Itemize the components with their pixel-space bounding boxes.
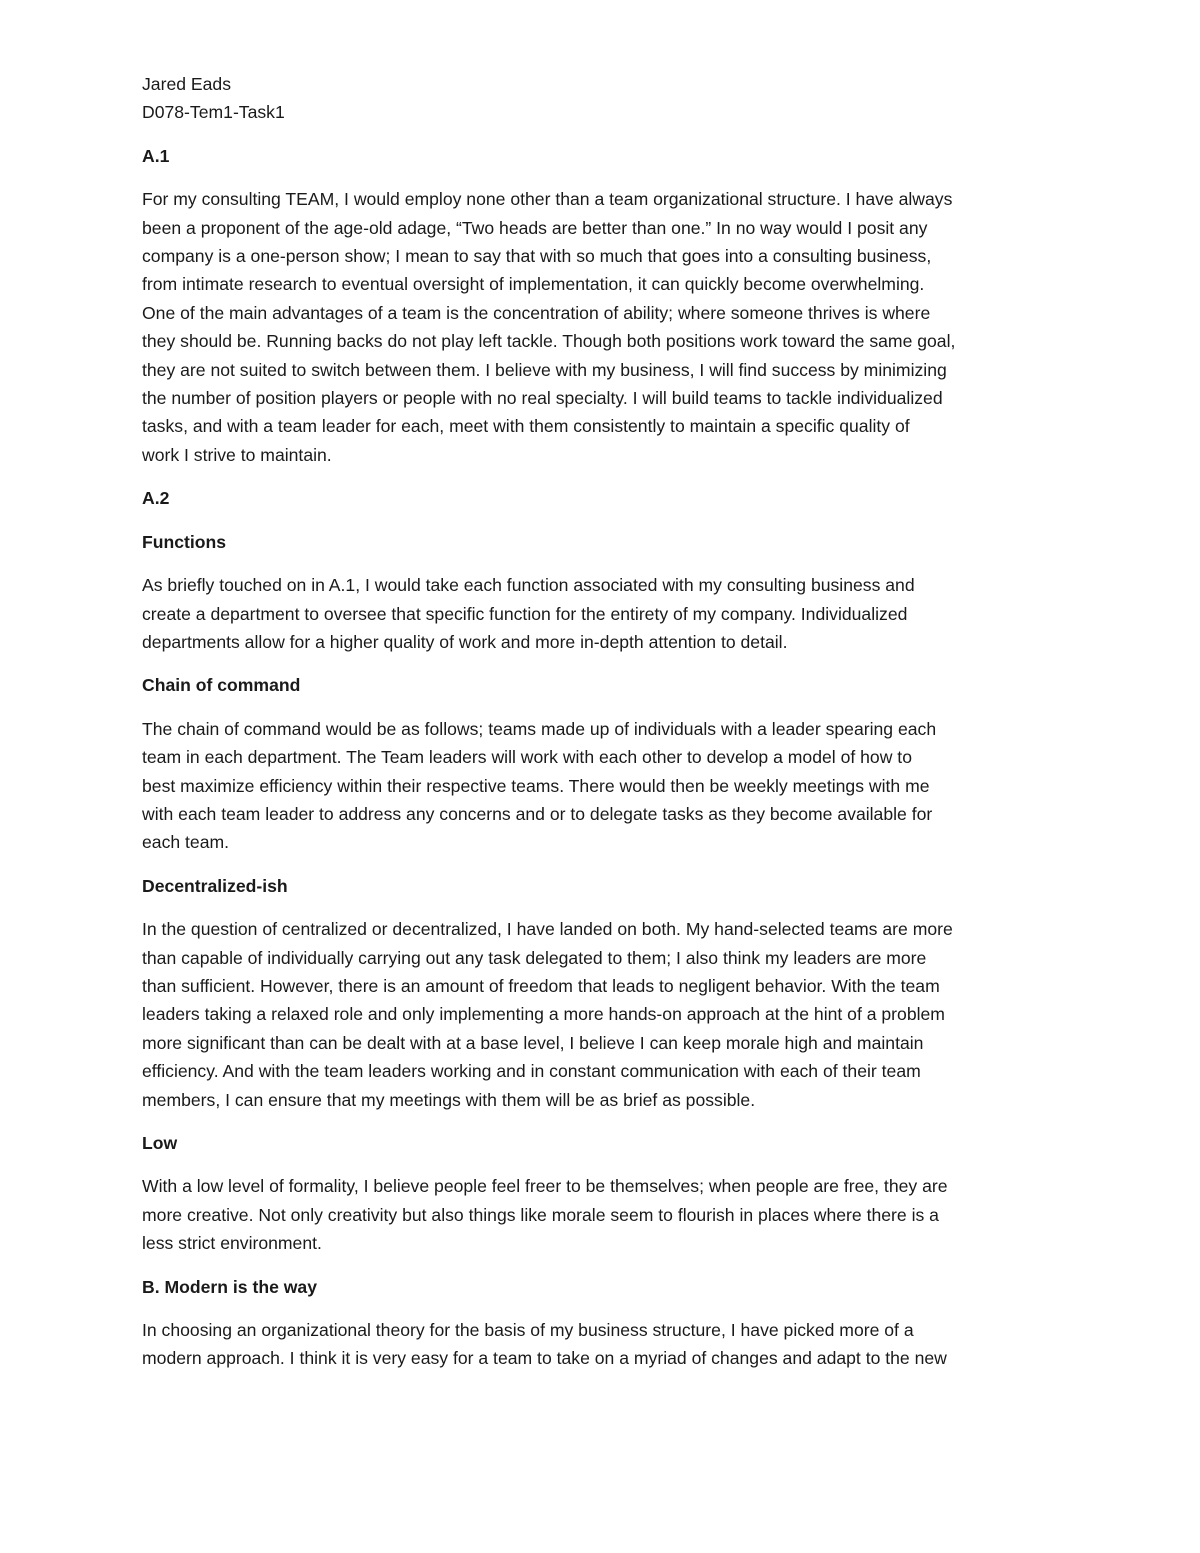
- text-line: they should be. Running backs do not play left tackle. Though both positions work toward the same goal,: [142, 331, 956, 352]
- section-heading-a2: A.2: [142, 488, 170, 509]
- paragraph-a1: [142, 185, 1067, 469]
- text-line: For my consulting TEAM, I would employ none other than a team organizational structure. I have always: [142, 189, 953, 210]
- text-line: each team.: [142, 832, 230, 853]
- text-line: leaders taking a relaxed role and only implementing a more hands-on approach at the hint of a problem: [142, 1004, 945, 1025]
- document-page: [142, 70, 1067, 1388]
- paragraph-functions: [142, 571, 1067, 656]
- text-line: efficiency. And with the team leaders working and in constant communication with each of their team: [142, 1061, 921, 1082]
- text-line: team in each department. The Team leaders will work with each other to develop a model of how to: [142, 747, 912, 768]
- section-heading-functions: Functions: [142, 531, 227, 552]
- text-line: In the question of centralized or decentralized, I have landed on both. My hand-selected teams are more: [142, 919, 953, 940]
- text-line: With a low level of formality, I believe people feel freer to be themselves; when people are free, they are: [142, 1176, 948, 1197]
- text-line: work I strive to maintain.: [142, 444, 332, 465]
- section-heading-decentralized: Decentralized-ish: [142, 875, 288, 896]
- paragraph-chain-of-command: [142, 715, 1067, 857]
- text-line: One of the main advantages of a team is the concentration of ability; where someone thrives is where: [142, 302, 931, 323]
- text-line: less strict environment.: [142, 1233, 322, 1254]
- paragraph-low: [142, 1172, 1067, 1257]
- paragraph-modern: [142, 1316, 1067, 1373]
- text-line: The chain of command would be as follows; teams made up of individuals with a leader spearing each: [142, 718, 937, 739]
- course-code: D078-Tem1-Task1: [142, 102, 285, 123]
- section-heading-modern: B. Modern is the way: [142, 1276, 317, 1297]
- section-heading-low: Low: [142, 1133, 178, 1153]
- text-line: As briefly touched on in A.1, I would take each function associated with my consulting business and: [142, 575, 915, 596]
- section-heading-a1: A.1: [142, 145, 170, 166]
- text-line: departments allow for a higher quality of work and more in-depth attention to detail.: [142, 631, 788, 652]
- text-line: members, I can ensure that my meetings with them will be as brief as possible.: [142, 1089, 756, 1110]
- text-line: more significant than can be dealt with at a base level, I believe I can keep morale high and maintain: [142, 1032, 924, 1053]
- text-line: tasks, and with a team leader for each, meet with them consistently to maintain a specific quality of: [142, 416, 910, 437]
- text-line: the number of position players or people with no real specialty. I will build teams to tackle individualized: [142, 388, 943, 409]
- text-line: In choosing an organizational theory for the basis of my business structure, I have picked more of a: [142, 1320, 914, 1341]
- text-line: more creative. Not only creativity but also things like morale seem to flourish in places where there is a: [142, 1204, 939, 1225]
- text-line: company is a one-person show; I mean to say that with so much that goes into a consulting business,: [142, 246, 932, 267]
- text-line: with each team leader to address any concerns and or to delegate tasks as they become available for: [142, 803, 933, 824]
- text-line: create a department to oversee that specific function for the entirety of my company. Individualized: [142, 603, 908, 624]
- text-line: than sufficient. However, there is an amount of freedom that leads to negligent behavior. With the team: [142, 975, 940, 996]
- text-line: best maximize efficiency within their respective teams. There would then be weekly meetings with me: [142, 775, 930, 796]
- text-line: modern approach. I think it is very easy for a team to take on a myriad of changes and adapt to the new: [142, 1348, 947, 1369]
- text-line: from intimate research to eventual oversight of implementation, it can quickly become overwhelming.: [142, 274, 925, 295]
- document-header: [142, 70, 1067, 127]
- text-line: they are not suited to switch between them. I believe with my business, I will find success by minimizing: [142, 359, 947, 380]
- text-line: been a proponent of the age-old adage, “Two heads are better than one.” In no way would I posit any: [142, 217, 928, 238]
- author-name: Jared Eads: [142, 74, 231, 94]
- text-line: than capable of individually carrying out any task delegated to them; I also think my leaders are more: [142, 947, 927, 968]
- paragraph-decentralized: [142, 915, 1067, 1114]
- section-heading-chain-of-command: Chain of command: [142, 675, 301, 696]
